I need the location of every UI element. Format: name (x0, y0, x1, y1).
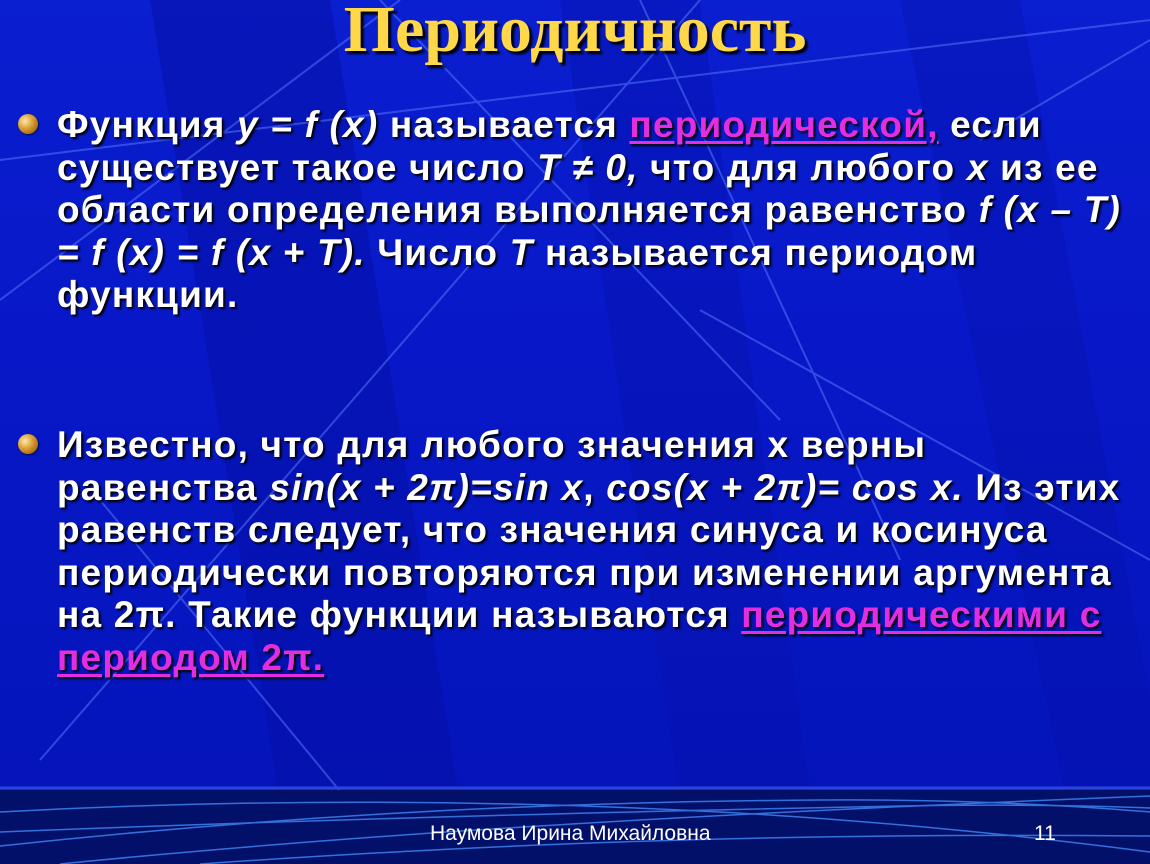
formula-t: T ≠ 0, (537, 146, 639, 188)
text-segment: , (583, 466, 607, 508)
footer-author: Наумова Ирина Михайловна (430, 822, 711, 845)
text-segment: что для любого (638, 146, 967, 188)
highlight-term-periodic-2pi: периодическими с периодом 2π. (57, 594, 1102, 678)
formula-t-period: T (509, 231, 534, 273)
text-segment: Известно, что для любого значения х верны равенства (57, 424, 927, 508)
bullet-icon (18, 434, 38, 454)
text-segment: из ее области определения выполняется равенство (57, 146, 1099, 230)
highlight-term-periodic: периодической, (629, 104, 939, 145)
text-segment: если существует такое число (57, 104, 1042, 188)
bullet-icon (18, 114, 38, 134)
formula-y: y = f (x) (236, 104, 379, 145)
formula-equality: f (x – T) = f (x) = f (x + T). (57, 189, 1122, 273)
definition-paragraph (57, 104, 1137, 317)
formula-x: x (966, 146, 989, 188)
text-segment: Из этих равенств следует, что значения синуса и косинуса периодически повторяются при изменении аргумента на 2π. Такие функции называются (57, 466, 1121, 635)
text-segment: называется (378, 104, 630, 145)
slide-title: Периодичность (343, 0, 807, 66)
text-segment: Число (365, 231, 510, 273)
trig-paragraph (57, 424, 1137, 679)
text-segment: Функция (57, 104, 237, 145)
text-segment: называется периодом функции. (57, 231, 978, 315)
formula-cos: cos(x + 2π)= cos x. (606, 466, 964, 508)
page-number: 11 (1034, 822, 1056, 845)
formula-sin: sin(x + 2π)=sin x (269, 466, 584, 508)
